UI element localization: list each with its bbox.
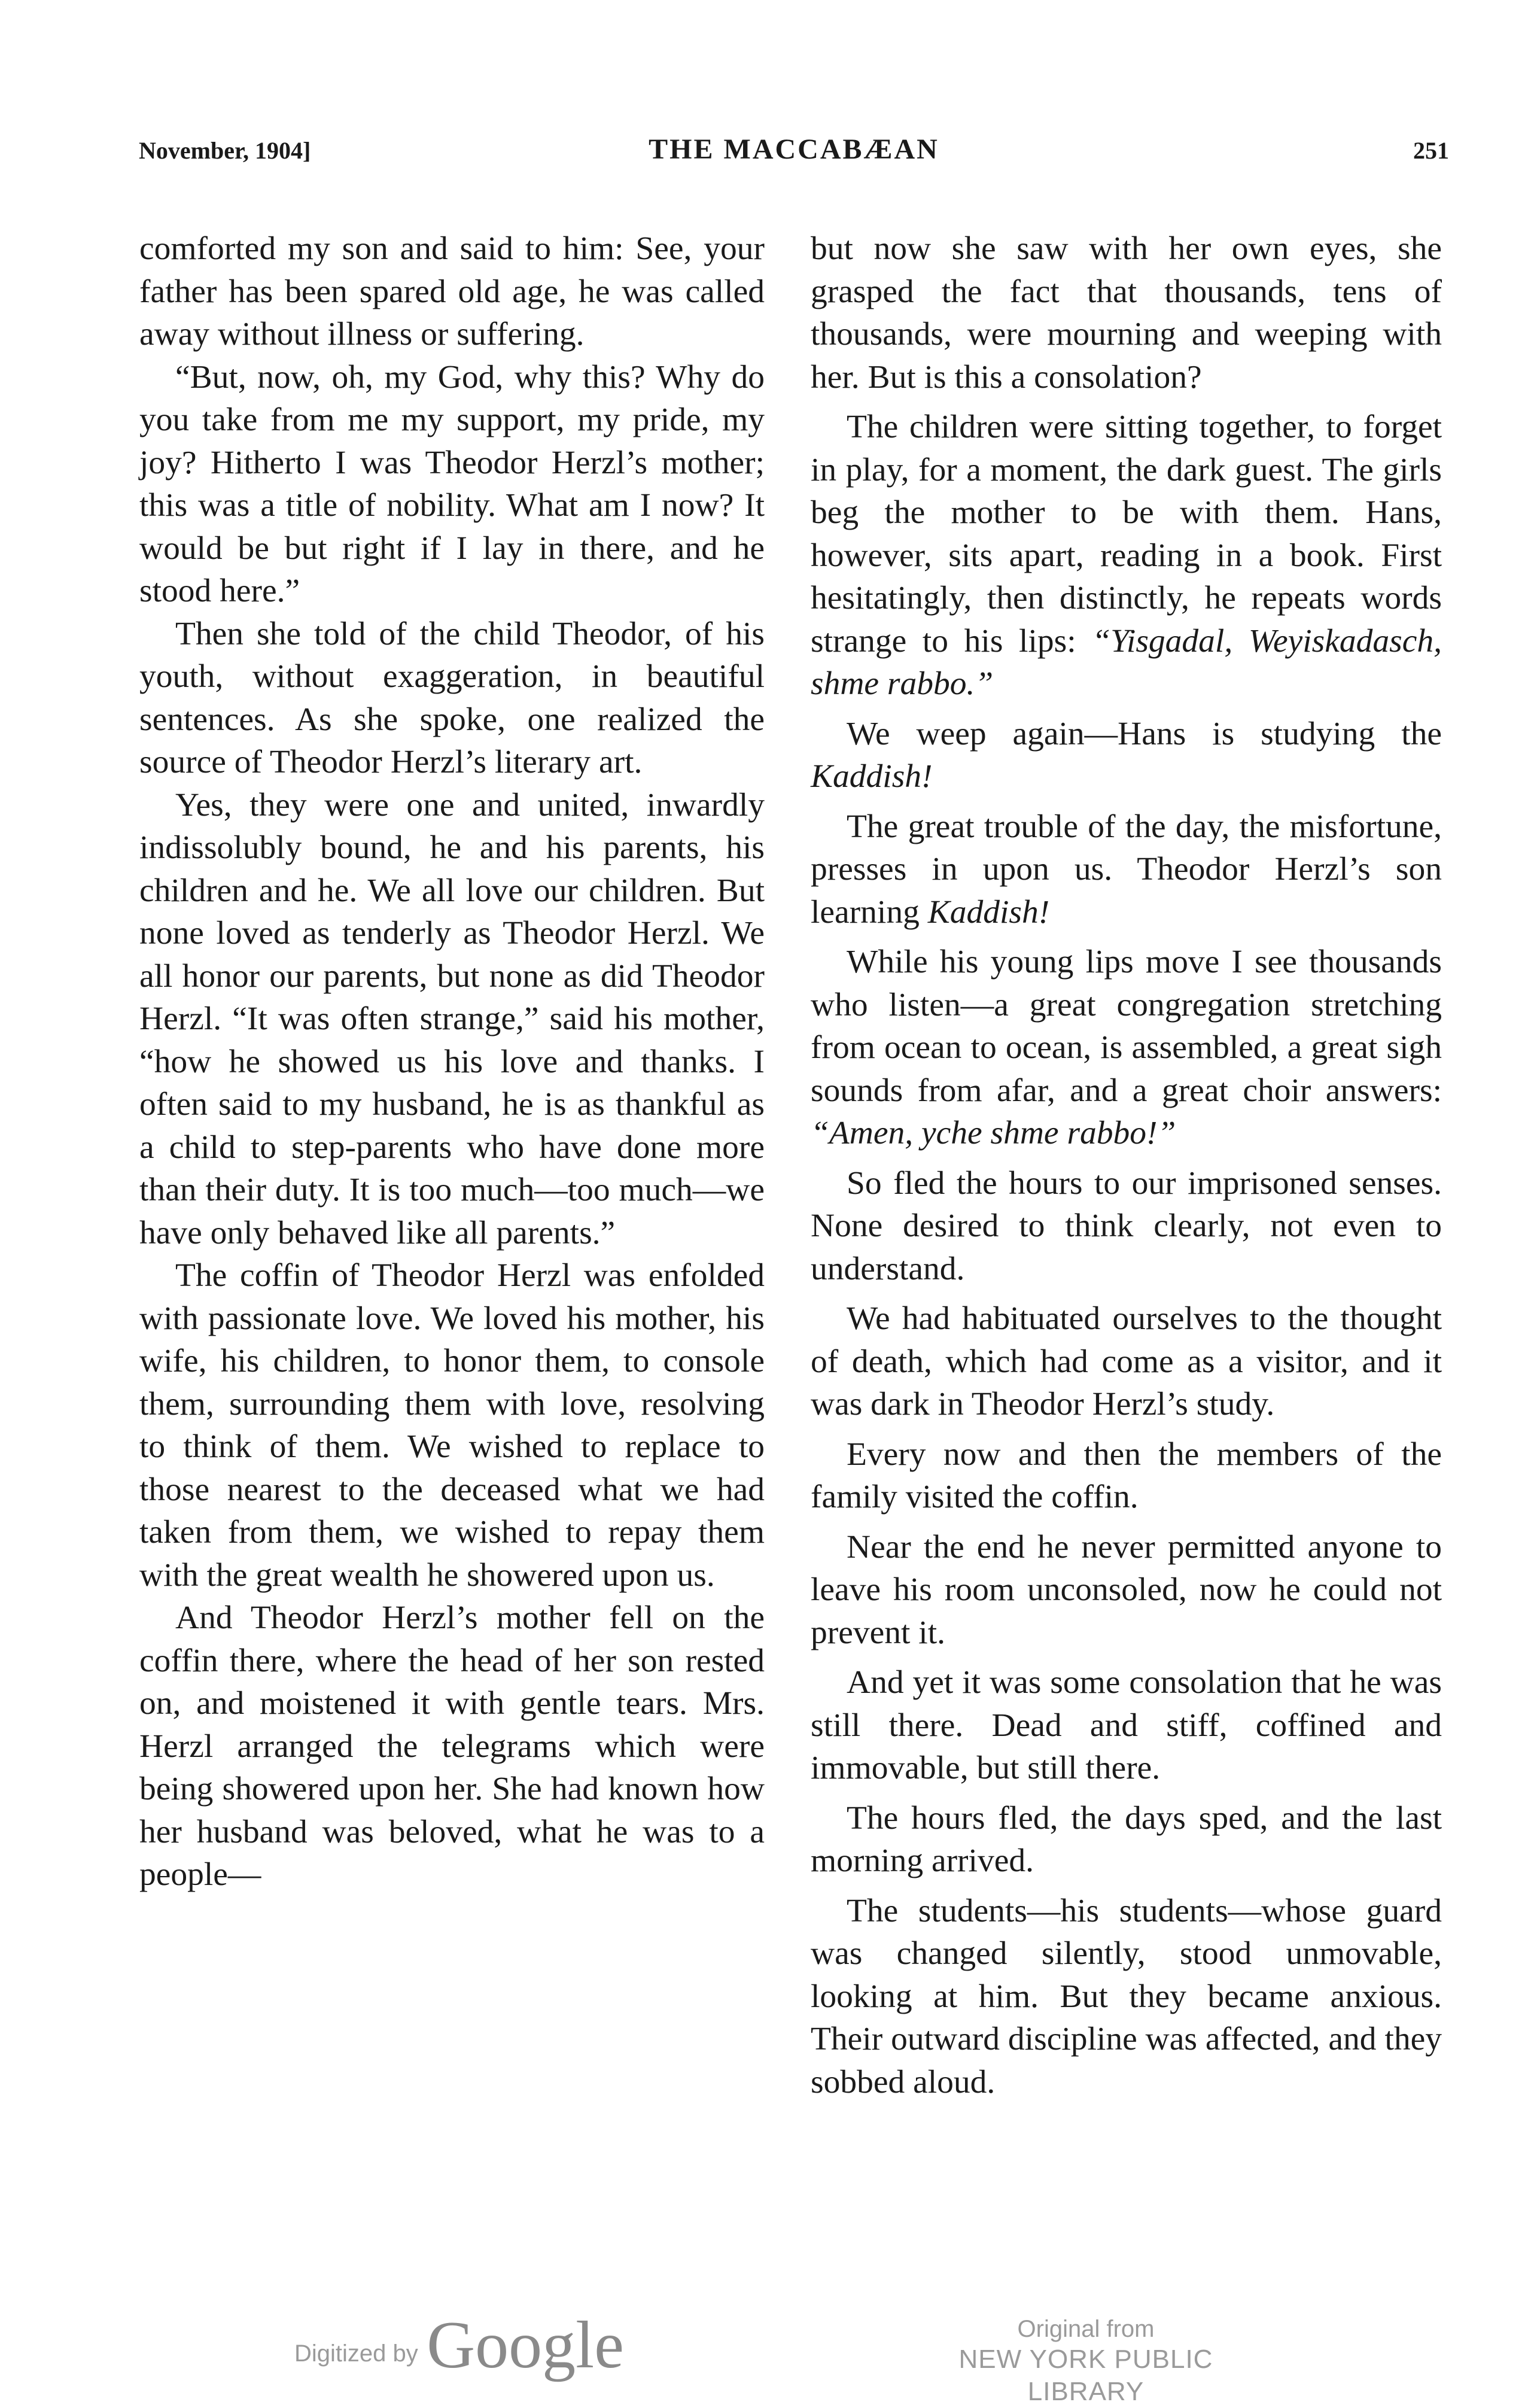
page-number: 251 (1413, 137, 1449, 164)
digitized-by-text: Digitized by (294, 2340, 418, 2367)
left-column (139, 227, 765, 1896)
right-column (811, 227, 1442, 2111)
paragraph: The students—his students—whose guard was changed silently, stood unmovable, looking at him. But they became anxious. Their outward discipline was affected, and they sobbed aloud. (811, 1892, 1442, 2100)
header-date: November, 1904] (139, 137, 311, 164)
hebrew-phrase: “Yisgadal, Weyiskadasch, shme rabbo.” (811, 622, 1442, 702)
paragraph: Near the end he never permitted anyone to leave his room unconsoled, now he could not prevent it. (811, 1528, 1442, 1651)
paragraph: The hours fled, the days sped, and the last morning arrived. (811, 1799, 1442, 1879)
paragraph-text: The children were sitting together, to forget in play, for a moment, the dark guest. The girls beg the mother to be with them. Hans, however, sits apart, reading in a book. First hesitatingly, then distinctly, he repeats words strange to his lips: (811, 409, 1442, 659)
original-from-text: Original from (1017, 2316, 1155, 2342)
original-source-notice (897, 2315, 1274, 2408)
paragraph (811, 406, 1442, 706)
paragraph: We had habituated ourselves to the thought of death, which had come as a visitor, and it was dark in Theodor Herzl’s study. (811, 1300, 1442, 1422)
paragraph-text: While his young lips move I see thousands who listen—a great congregation stretching from ocean to ocean, is assembled, a great sigh sounds from afar, and a great choir answers: (811, 944, 1442, 1109)
journal-title: THE MACCABÆAN (649, 133, 939, 165)
paragraph: Every now and then the members of the family visited the coffin. (811, 1436, 1442, 1515)
paragraph-text: We weep again—Hans is studying the (847, 715, 1442, 752)
paragraph: Then she told of the child Theodor, of his youth, without exaggeration, in beautiful sentences. As she spoke, one realized the source of Theodor Herzl’s literary art. (139, 615, 765, 780)
paragraph: The coffin of Theodor Herzl was enfolded with passionate love. We loved his mother, his wife, his children, to honor them, to console them, surrounding them with love, resolving to think of them. We wished to replace to those nearest to the deceased what we had taken from them, we wished to repay them with the great wealth he showered upon us. (139, 1257, 765, 1594)
digitized-by-notice (294, 2307, 624, 2384)
paragraph: comforted my son and said to him: See, your father has been spared old age, he was called away without illness or suffering. (139, 230, 765, 352)
hebrew-phrase: “Amen, yche shme rabbo!” (811, 1115, 1176, 1151)
paragraph (811, 713, 1442, 798)
paragraph: but now she saw with her own eyes, she grasped the fact that thousands, tens of thousands, were mourning and weeping with her. But is this a consolation? (811, 230, 1442, 396)
hebrew-word: Kaddish! (811, 758, 933, 795)
paragraph: So fled the hours to our imprisoned senses. None desired to think clearly, not even to understand. (811, 1165, 1442, 1287)
library-name: NEW YORK PUBLIC LIBRARY (958, 2345, 1213, 2406)
running-header (139, 133, 1449, 178)
hebrew-word: Kaddish! (927, 893, 1050, 931)
paragraph: “But, now, oh, my God, why this? Why do you take from me my support, my pride, my joy? Hitherto I was Theodor Herzl’s mother; this was a title of nobility. What am I now? It would be but right if I lay in there, and he stood here.” (139, 358, 765, 609)
paragraph-text: The great trouble of the day, the misfortune, presses in upon us. Theodor Herzl’s son learning (811, 808, 1442, 931)
paragraph (811, 941, 1442, 1155)
paragraph (811, 805, 1442, 934)
google-logo: Google (427, 2308, 624, 2382)
paragraph: And yet it was some consolation that he was still there. Dead and stiff, coffined and immovable, but still there. (811, 1664, 1442, 1786)
paragraph: Yes, they were one and united, inwardly indissolubly bound, he and his parents, his children and he. We all love our children. But none loved as tenderly as Theodor Herzl. We all honor our parents, but none as did Theodor Herzl. “It was often strange,” said his mother, “how he showed us his love and thanks. I often said to my husband, he is as thankful as a child to step-parents who have done more than their duty. It is too much—too much—we have only behaved like all parents.” (139, 786, 765, 1251)
paragraph: And Theodor Herzl’s mother fell on the coffin there, where the head of her son rested on, and moistened it with gentle tears. Mrs. Herzl arranged the telegrams which were being showered upon her. She had known how her husband was beloved, what he was to a people— (139, 1600, 765, 1893)
